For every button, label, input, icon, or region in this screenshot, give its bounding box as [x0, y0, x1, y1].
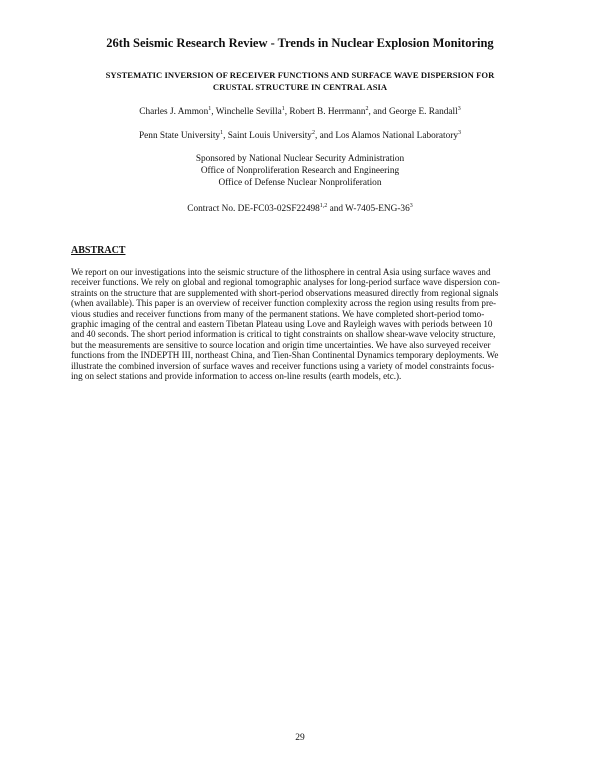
- contract-sup-2: 3: [409, 203, 413, 209]
- abstract-body: [71, 267, 531, 381]
- sponsor-line-2: Office of Nonproliferation Research and Engineering: [200, 166, 400, 176]
- author-sup: 2: [365, 106, 369, 112]
- abstract-line: receiver functions. We rely on global and regional tomographic analyses for long-period surface wave dispersion con-: [71, 277, 500, 288]
- author-name: George E. Randall: [388, 107, 458, 117]
- conference-header: 26th Seismic Research Review - Trends in Nuclear Explosion Monitoring: [106, 36, 494, 50]
- contract-sup-1: 1,2: [319, 203, 328, 209]
- abstract-line: vious studies and receiver functions from many of the permanent stations. We have completed short-period tomo-: [71, 308, 485, 319]
- affiliation-name: Los Alamos National Laboratory: [335, 131, 458, 141]
- author-name: Winchelle Sevilla: [215, 107, 282, 117]
- abstract-line: and 40 seconds. The short period information is critical to tight constraints on shallow shear-wave velocity structure,: [71, 329, 496, 340]
- page-number: 29: [295, 733, 305, 743]
- abstract-line: illustrate the combined inversion of surface waves and receiver functions using a variety of model constraints focus-: [71, 360, 495, 371]
- affiliation-list: Penn State University$^1$, Saint Louis University$^2$, and Los Alamos National Laboratory$^3$: [139, 130, 461, 141]
- author-sup: 1: [281, 106, 285, 112]
- sponsor-line-3: Office of Defense Nuclear Nonproliferation: [218, 178, 382, 188]
- paper-title: [40, 69, 560, 93]
- abstract-line: but the measurements are sensitive to source location and origin time uncertainties. We have also surveyed receiver: [71, 339, 491, 350]
- abstract-line: functions from the INDEPTH III, northeast China, and Tien-Shan Continental Dynamics temporary deployments. We: [71, 350, 499, 361]
- abstract-line: We report on our investigations into the seismic structure of the lithosphere in central Asia using surface waves and: [71, 267, 491, 277]
- abstract-line: straints on the structure that are supplemented with short-period observations measured directly from regional signals: [71, 287, 499, 298]
- contract-prefix: Contract No. DE-FC03-02SF22498: [187, 204, 320, 214]
- affiliation-sup: 2: [311, 130, 315, 136]
- title-line-1: SYSTEMATIC INVERSION OF RECEIVER FUNCTIONS AND SURFACE WAVE DISPERSION FOR: [105, 70, 495, 80]
- author-sup: 1: [208, 106, 212, 112]
- affiliation-name: Penn State University: [139, 131, 221, 141]
- title-line-2: CRUSTAL STRUCTURE IN CENTRAL ASIA: [212, 82, 388, 92]
- author-sup: 3: [457, 106, 461, 112]
- affiliation-name: Saint Louis University: [227, 131, 312, 141]
- author-list: Charles J. Ammon$^1$, Winchelle Sevilla$^1$, Robert B. Herrmann$^2$, and George E. Randall$^3$: [139, 106, 461, 117]
- contract-line: [0, 203, 600, 215]
- abstract-line: ing on select stations and provide information to access on-line results (earth models, etc.).: [71, 371, 402, 382]
- sponsor-line-1: Sponsored by National Nuclear Security Administration: [195, 154, 405, 164]
- abstract-heading: ABSTRACT: [71, 245, 126, 256]
- author-name: Robert B. Herrmann: [289, 107, 366, 117]
- author-name: Charles J. Ammon: [139, 107, 209, 117]
- contract-mid: and W-7405-ENG-36: [327, 204, 410, 214]
- abstract-line: (when available). This paper is an overview of receiver function complexity across the region using results from pre-: [71, 298, 497, 309]
- abstract-line: graphic imaging of the central and eastern Tibetan Plateau using Love and Rayleigh waves with periods between 10: [71, 319, 493, 330]
- affiliation-sup: 3: [457, 130, 461, 136]
- affiliation-sup: 1: [220, 130, 224, 136]
